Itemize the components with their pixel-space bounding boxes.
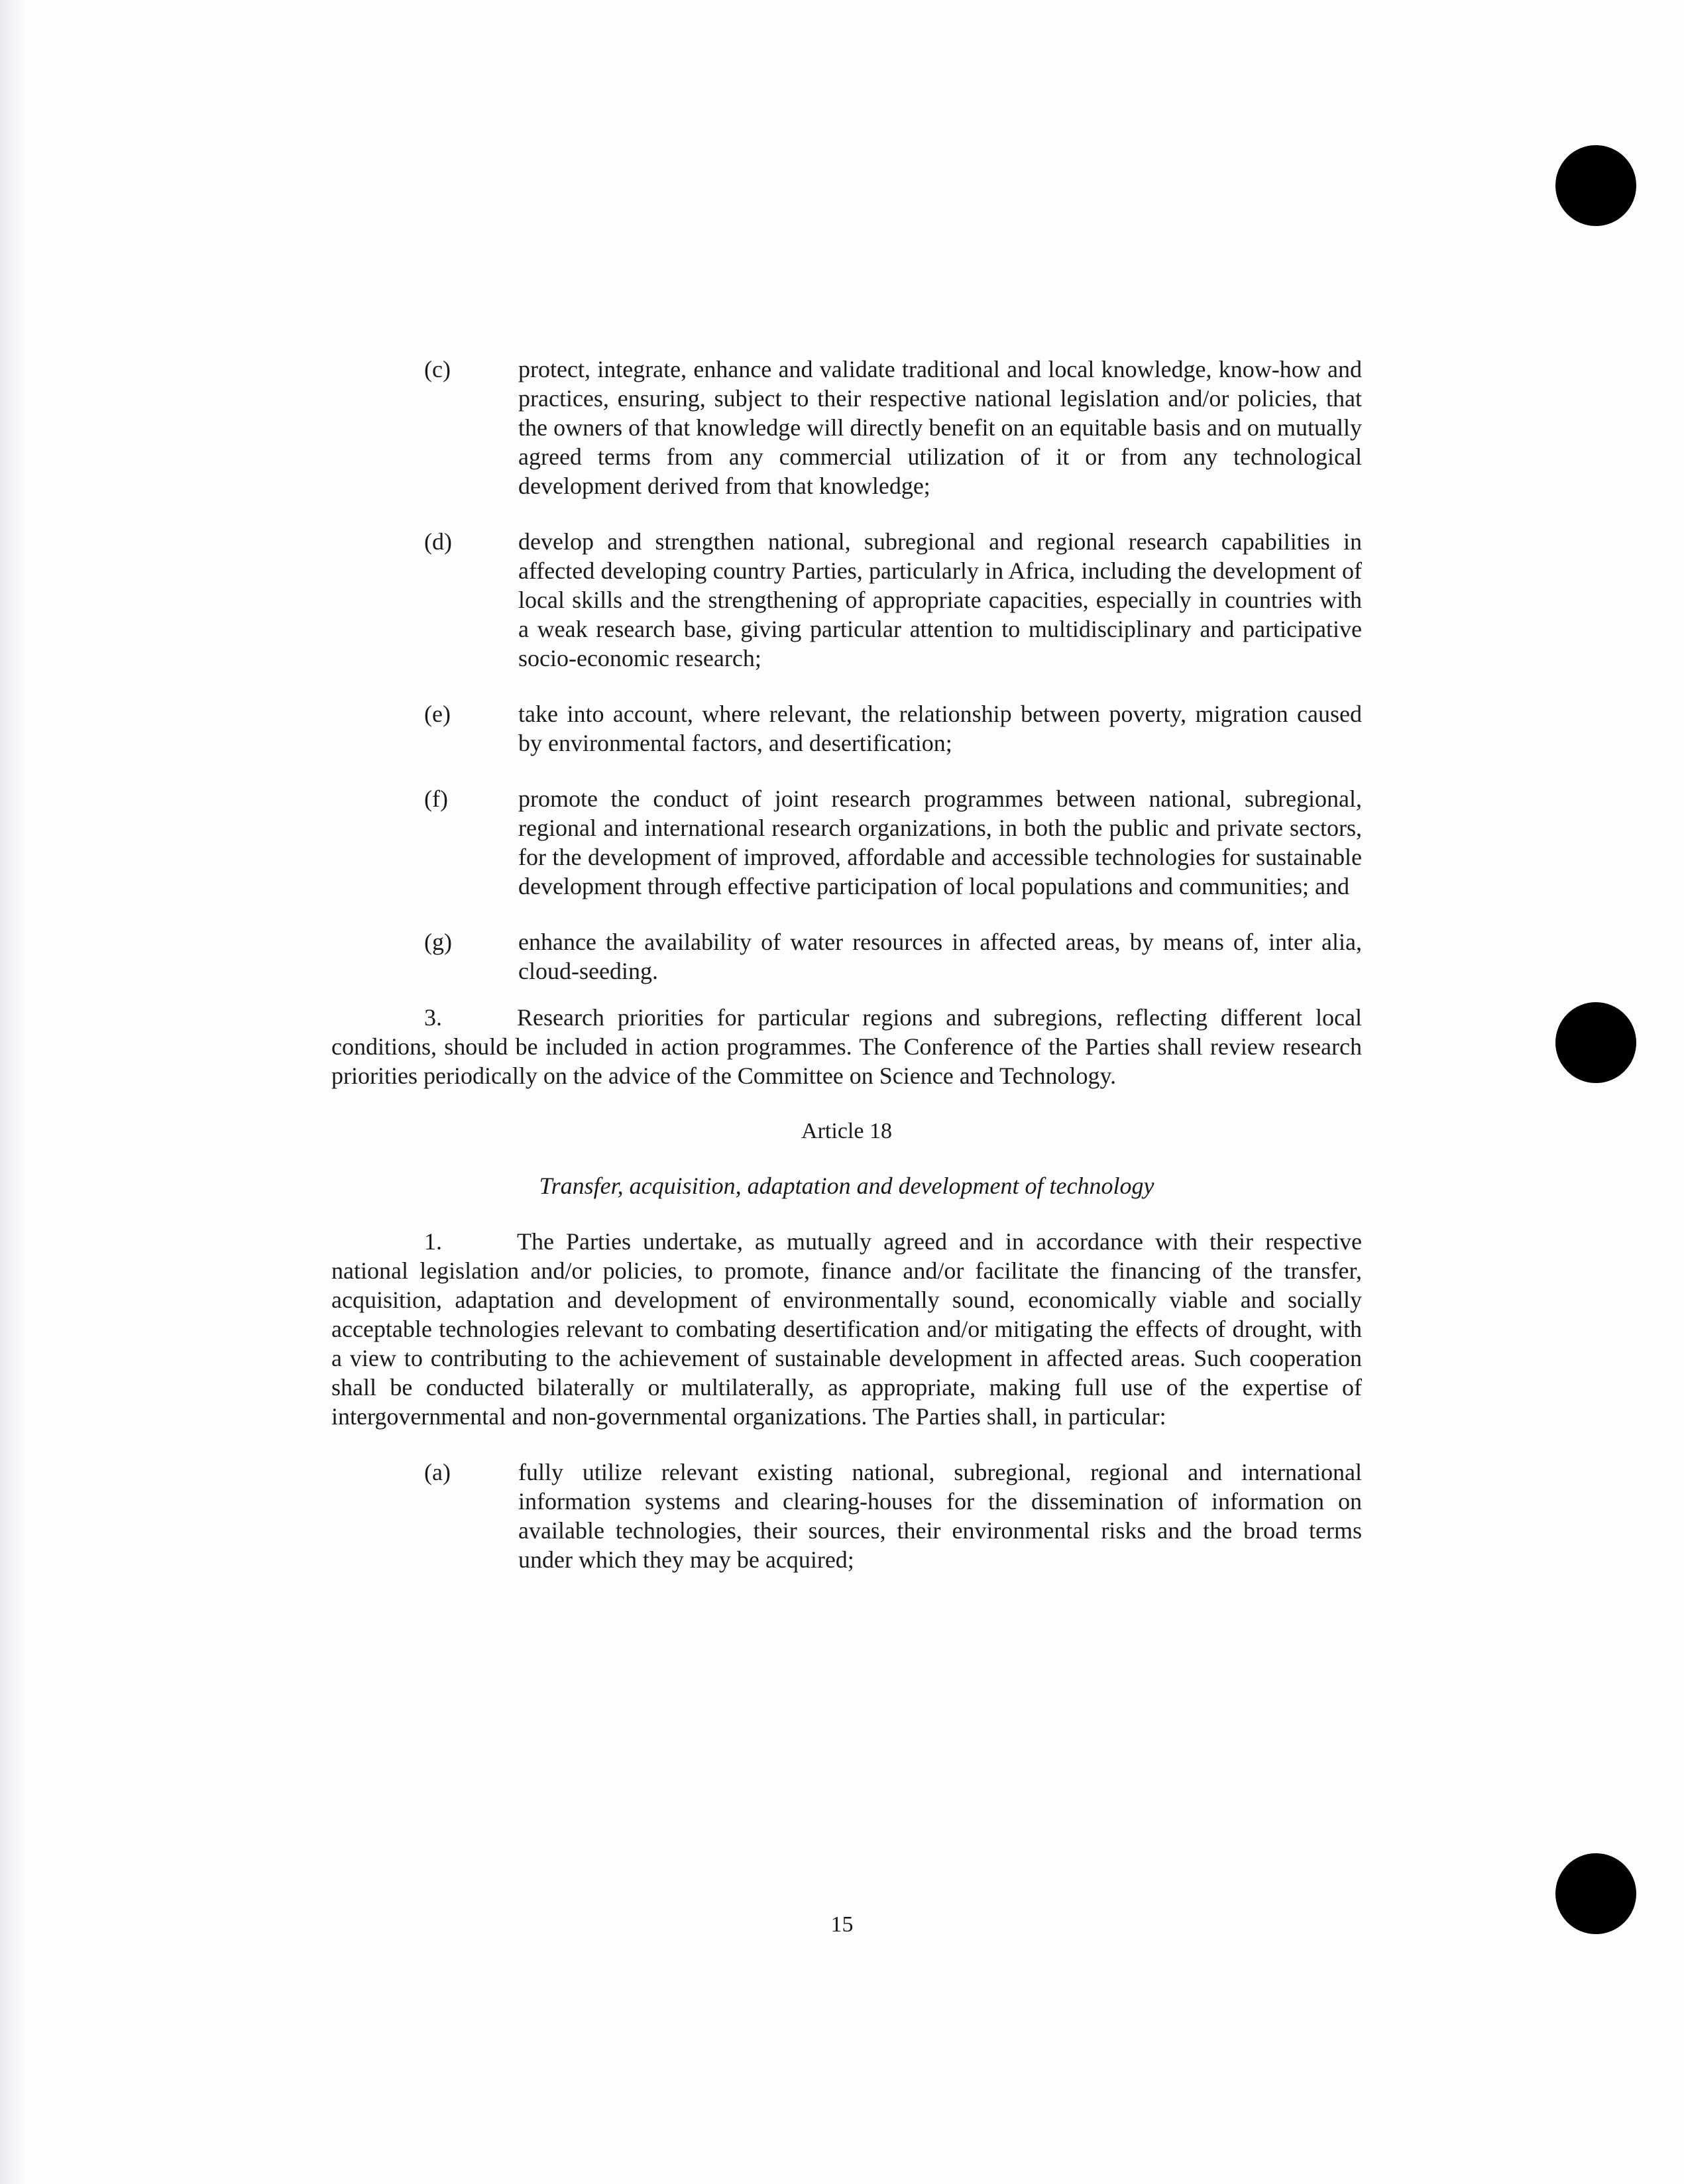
paragraph-text: The Parties undertake, as mutually agreed and in accordance with their respective national legislation and/or policies, to promote, finance and/or facilitate the financing of the transfer, acquisition, adaptation and development of environmentally sound, economically viable and socially acceptable technologies relevant to combating desertification and/or mitigating the effects of drought, with a view to contributing to the achievement of sustainable development in affected areas. Such cooperation shall be conducted bilaterally or multilaterally, as appropriate, making full use of the expertise of intergovernmental and non-governmental organizations. The Parties shall, in particular: <box>331 1228 1362 1430</box>
list-item-text: enhance the availability of water resources in affected areas, by means of, inter alia, cloud-seeding. <box>518 929 1362 984</box>
page-number: 15 <box>830 1912 854 1937</box>
paragraph-3 <box>331 1003 1362 1090</box>
article-heading: Article 18 <box>801 1119 892 1143</box>
paragraph-number: 3. <box>424 1004 442 1031</box>
paragraph-number: 1. <box>424 1228 442 1255</box>
document-body <box>331 355 1362 1601</box>
list-item-text: fully utilize relevant existing national, subregional, regional and international information systems and clearing-houses for the dissemination of information on available technologies, their sources, their environmental risks and the broad terms under which they may be acquired; <box>518 1459 1362 1573</box>
punch-hole-middle <box>1555 1002 1636 1083</box>
list-item-text: promote the conduct of joint research programmes between national, subregional, regional and international research organizations, in both the public and private sectors, for the development of improved, affordable and accessible technologies for sustainable development through effective participation of local populations and communities; and <box>518 785 1362 899</box>
list-marker: (d) <box>424 528 452 555</box>
scan-edge-shadow <box>0 0 27 2184</box>
list-marker: (e) <box>424 701 451 727</box>
list-item-g <box>424 927 1362 986</box>
paragraph-text: Research priorities for particular regions and subregions, reflecting different local conditions, should be included in action programmes. The Conference of the Parties shall review research priorities periodically on the advice of the Committee on Science and Technology. <box>331 1004 1362 1089</box>
list-item-text: take into account, where relevant, the relationship between poverty, migration caused by environmental factors, and desertification; <box>518 701 1362 756</box>
punch-hole-top <box>1555 145 1636 226</box>
list-marker: (g) <box>424 929 452 955</box>
list-item-f <box>424 784 1362 901</box>
list-item-d <box>424 527 1362 673</box>
list-item-a <box>424 1458 1362 1574</box>
list-marker: (a) <box>424 1459 451 1485</box>
list-marker: (c) <box>424 356 451 382</box>
list-item-text: develop and strengthen national, subregional and regional research capabilities in affected developing country Parties, particularly in Africa, including the development of local skills and the strengthening of appropriate capacities, especially in countries with a weak research base, giving particular attention to multidisciplinary and participative socio-economic research; <box>518 528 1362 671</box>
article-title: Transfer, acquisition, adaptation and development of technology <box>539 1173 1154 1199</box>
list-item-c <box>424 355 1362 500</box>
list-item-text: protect, integrate, enhance and validate traditional and local knowledge, know-how and practices, ensuring, subject to their respective national legislation and/or policies, that the owners of that knowledge will directly benefit on an equitable basis and on mutually agreed terms from any commercial utilization of it or from any technological development derived from that knowledge; <box>518 356 1362 499</box>
paragraph-1 <box>331 1227 1362 1431</box>
list-item-e <box>424 699 1362 758</box>
list-marker: (f) <box>424 785 448 812</box>
